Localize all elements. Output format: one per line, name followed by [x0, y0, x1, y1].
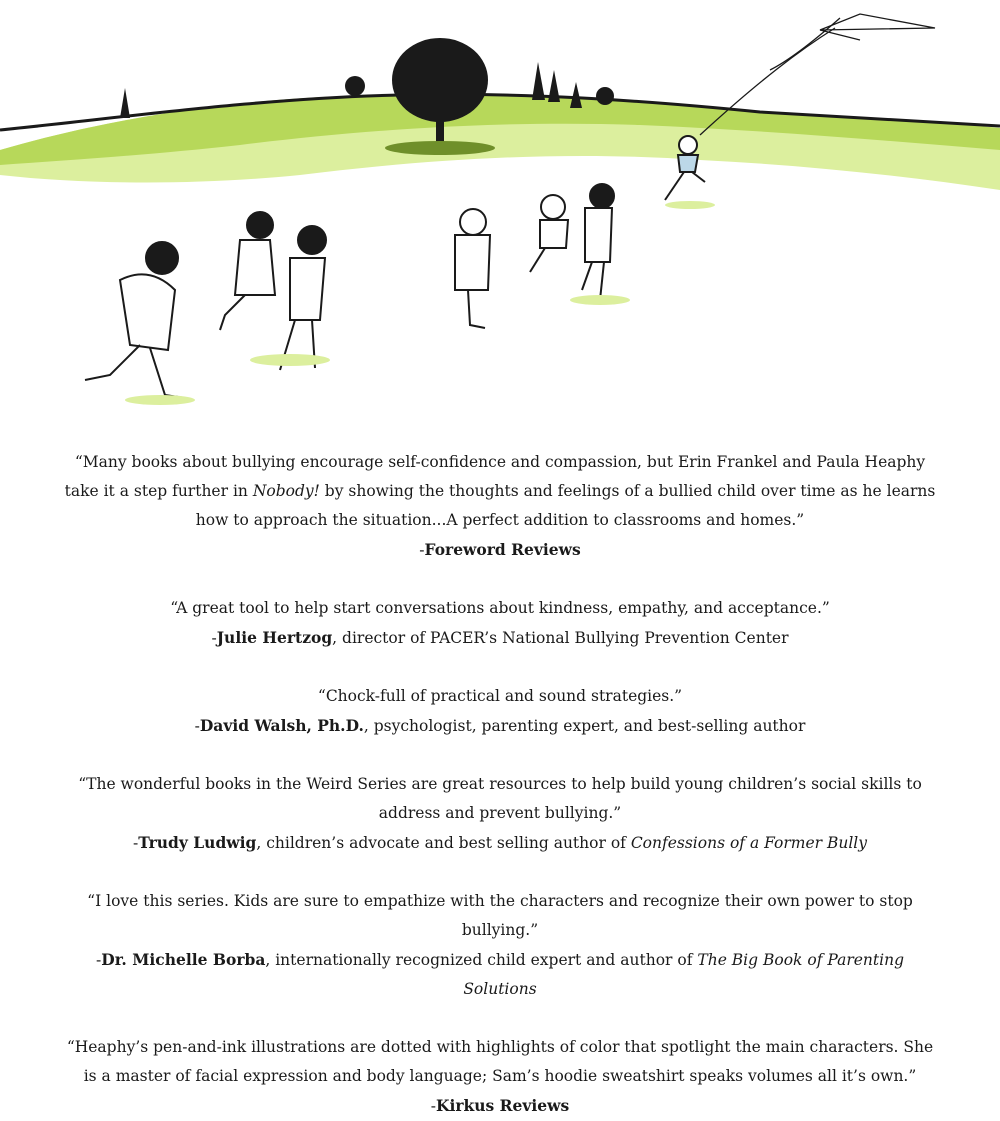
review-3	[60, 682, 940, 741]
review-source-desc: , psychologist, parenting expert, and best-selling author	[363, 717, 806, 735]
review-attribution: -Julie Hertzog, director of PACER’s National Bullying Prevention Center	[211, 628, 789, 647]
hill-illustration	[0, 0, 1000, 430]
hill-landscape-icon	[0, 94, 1000, 190]
review-source: Trudy Ludwig	[138, 833, 257, 852]
review-quote: “I love this series. Kids are sure to empathize with the characters and recognize their own power to stop bullying.”	[87, 892, 913, 939]
review-4	[60, 770, 940, 858]
review-attribution: -Dr. Michelle Borba, internationally recognized child expert and author of The Big Book of Parenting Solutions	[96, 950, 904, 998]
review-attribution: -Foreword Reviews	[419, 540, 581, 559]
review-source: David Walsh, Ph.D.	[199, 716, 364, 735]
review-2	[60, 594, 940, 653]
review-source: Dr. Michelle Borba	[101, 950, 266, 969]
review-quote: “Heaphy’s pen-and-ink illustrations are dotted with highlights of color that spotlight the main characters. She is a master of facial expression and body language; Sam’s hoodie sweatshirt speaks volumes all it’s own.”	[66, 1038, 934, 1085]
book-title-nobody: Nobody!	[252, 482, 320, 500]
review-quote: “Many books about bullying encourage self-confidence and compassion, but Erin Frankel and Paula Heaphy take it a step further in Nobody! by showing the thoughts and feelings of a bullied child over time as he learns how to approach the situation...A perfect addition to classrooms and homes.”	[64, 453, 936, 529]
review-source: Foreword Reviews	[424, 540, 581, 559]
review-6	[60, 1033, 940, 1121]
review-book-title: The Big Book of Parenting Solutions	[463, 951, 904, 998]
reviews-section	[60, 448, 940, 1121]
review-5	[60, 887, 940, 1004]
review-source-desc: , children’s advocate and best selling author of	[256, 834, 631, 852]
review-quote: “The wonderful books in the Weird Series are great resources to help build young children’s social skills to address and prevent bullying.”	[78, 775, 922, 822]
review-source-desc: , director of PACER’s National Bullying Prevention Center	[332, 629, 789, 647]
review-source: Kirkus Reviews	[436, 1096, 570, 1115]
review-attribution: -Trudy Ludwig, children’s advocate and best selling author of Confessions of a Former Bully	[132, 833, 868, 852]
review-book-title: Confessions of a Former Bully	[630, 834, 868, 852]
review-source: Julie Hertzog	[216, 628, 333, 647]
review-attribution: -David Walsh, Ph.D., psychologist, parenting expert, and best-selling author	[194, 716, 806, 735]
review-1	[60, 448, 940, 565]
review-quote: “Chock-full of practical and sound strategies.”	[317, 687, 683, 705]
review-quote: “A great tool to help start conversations about kindness, empathy, and acceptance.”	[170, 599, 830, 617]
review-attribution: -Kirkus Reviews	[430, 1096, 570, 1115]
review-source-desc: , internationally recognized child expert and author of	[265, 951, 698, 969]
